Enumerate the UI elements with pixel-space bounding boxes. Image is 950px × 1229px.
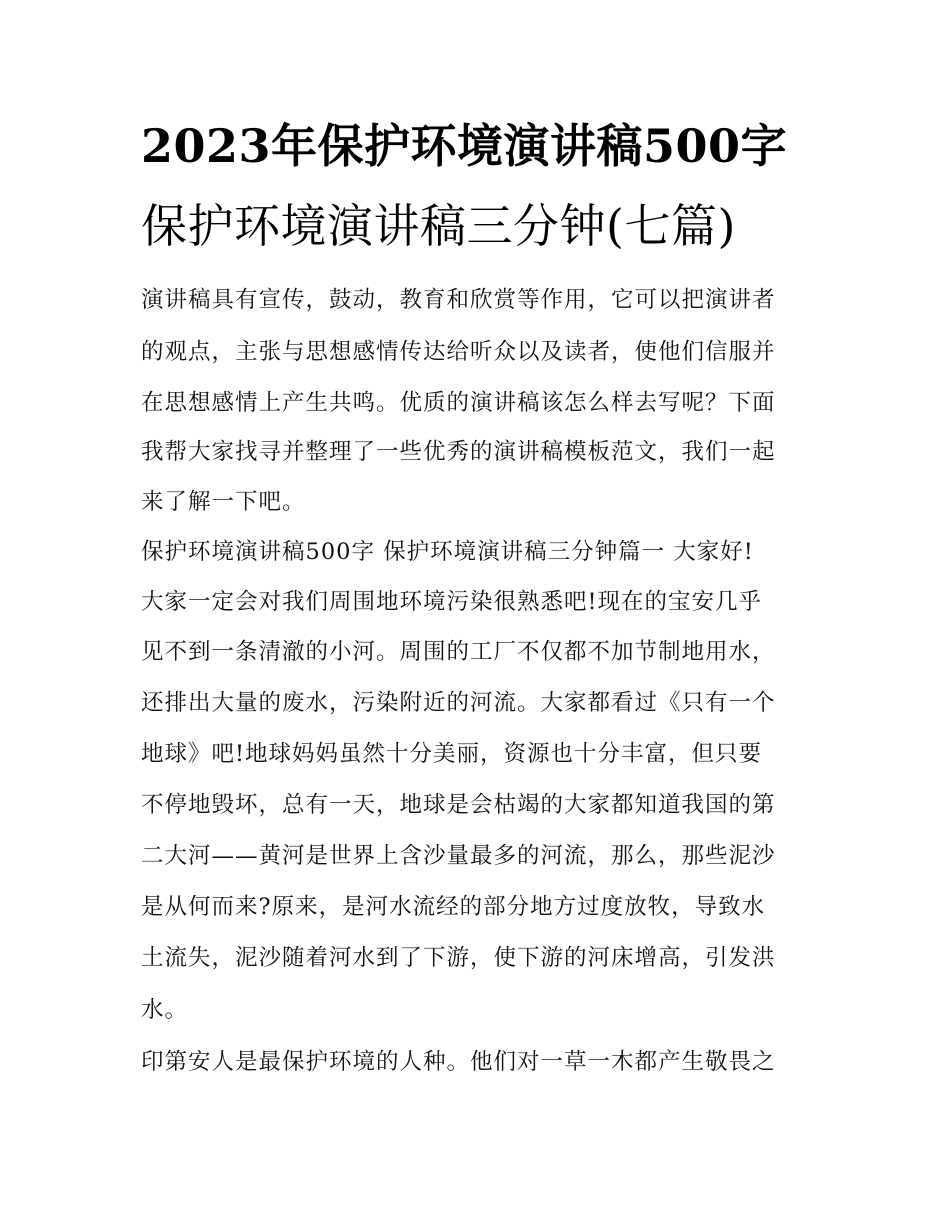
body-text-line: 来了解一下吧。 [141,489,306,515]
body-text-line: 印第安人是最保护环境的人种。他们对一草一木都产生敬畏之 [141,1049,776,1075]
body-text-line: 大家一定会对我们周围地环境污染很熟悉吧!现在的宝安几乎 [141,589,763,615]
body-text-line: 二大河——黄河是世界上含沙量最多的河流，那么，那些泥沙 [141,843,776,869]
body-text-line: 地球》吧!地球妈妈虽然十分美丽，资源也十分丰富，但只要 [141,741,763,767]
body-text-line: 水。 [141,997,189,1023]
document-title-line-1: 2023年保护环境演讲稿500字 [141,119,788,173]
body-text-line: 还排出大量的废水，污染附近的河流。大家都看过《只有一个 [141,690,776,716]
body-text-line: 我帮大家找寻并整理了一些优秀的演讲稿模板范文，我们一起 [141,439,776,465]
body-text-line: 的观点，主张与思想感情传达给听众以及读者，使他们信服并 [141,339,776,365]
body-text-line: 土流失，泥沙随着河水到了下游，使下游的河床增高，引发洪 [141,945,776,971]
body-text-line: 在思想感情上产生共鸣。优质的演讲稿该怎么样去写呢？下面 [141,390,776,416]
body-text-line: 演讲稿具有宣传，鼓动，教育和欣赏等作用，它可以把演讲者 [141,287,776,313]
body-text-line: 见不到一条清澈的小河。周围的工厂不仅都不加节制地用水， [141,639,776,665]
body-text-line: 是从何而来?原来，是河水流经的部分地方过度放牧，导致水 [141,894,766,920]
body-text-line: 不停地毁坏，总有一天，地球是会枯竭的大家都知道我国的第 [141,792,776,818]
document-title-line-2: 保护环境演讲稿三分钟(七篇) [141,199,736,253]
section-heading-line: 保护环境演讲稿500字 保护环境演讲稿三分钟篇一 大家好! [141,539,754,565]
